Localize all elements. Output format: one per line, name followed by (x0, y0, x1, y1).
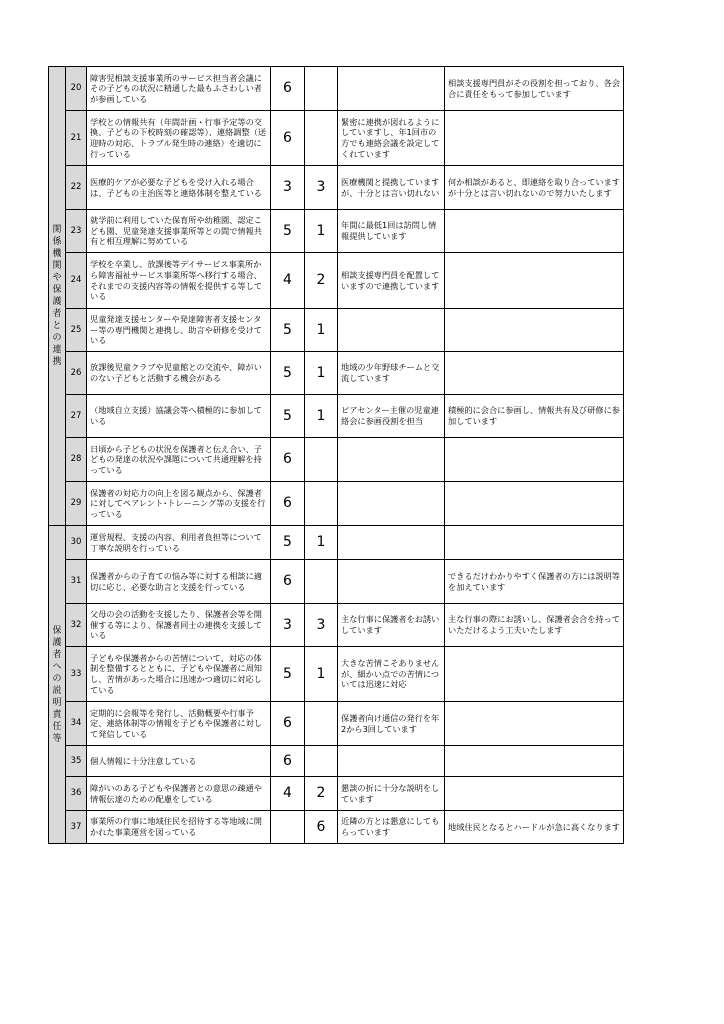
table-row (49, 702, 624, 746)
yes-count: 6 (271, 111, 305, 166)
item-text: 保護者の対応力の向上を図る観点から、保護者に対してペアレント･トレーニング等の支援を行っている (87, 482, 271, 526)
yes-count: 3 (271, 604, 305, 647)
staff-comment: 地域住民となるとハードルが急に高くなります (445, 811, 624, 844)
item-number: 21 (66, 111, 87, 166)
table-row (49, 438, 624, 482)
yes-count: 5 (271, 647, 305, 702)
item-number: 28 (66, 438, 87, 482)
table-row (49, 777, 624, 811)
item-text: 学校を卒業し、放課後等デイサービス事業所から障害福祉サービス事業所等へ移行する場合、それまでの支援内容等の情報を提供する等している (87, 253, 271, 309)
staff-comment: 積極的に会合に参画し、情報共有及び研修に参加しています (445, 395, 624, 438)
improvement-note: 緊密に連携が図れるようにしていますし、年1回市の方でも連絡会議を設定してくれています (338, 111, 445, 166)
item-number: 25 (66, 309, 87, 352)
evaluation-table (48, 66, 624, 844)
staff-comment: できるだけわかりやすく保護者の方には説明等を加えています (445, 560, 624, 604)
improvement-note: 懇談の折に十分な説明をしています (338, 777, 445, 811)
category-cell (49, 67, 66, 526)
item-number: 29 (66, 482, 87, 526)
yes-count: 6 (271, 482, 305, 526)
yes-count: 5 (271, 395, 305, 438)
no-count (305, 67, 338, 111)
item-number: 36 (66, 777, 87, 811)
table-row (49, 746, 624, 777)
no-count: 1 (305, 210, 338, 253)
staff-comment: 相談支援専門員がその役割を担っており、各会合に責任をもって参加しています (445, 67, 624, 111)
item-number: 20 (66, 67, 87, 111)
item-number: 24 (66, 253, 87, 309)
item-number: 35 (66, 746, 87, 777)
item-number: 33 (66, 647, 87, 702)
no-count: 1 (305, 395, 338, 438)
staff-comment: 何か相談があると、即連絡を取り合っていますが十分とは言い切れないので努力いたします (445, 166, 624, 210)
item-text: 放課後児童クラブや児童館との交流や、障がいのない子どもと活動する機会がある (87, 352, 271, 395)
staff-comment (445, 746, 624, 777)
table-row (49, 560, 624, 604)
staff-comment (445, 702, 624, 746)
item-number: 31 (66, 560, 87, 604)
yes-count: 5 (271, 309, 305, 352)
no-count: 3 (305, 604, 338, 647)
table-row (49, 395, 624, 438)
no-count: 1 (305, 647, 338, 702)
improvement-note: 主な行事に保護者をお誘いしています (338, 604, 445, 647)
staff-comment (445, 309, 624, 352)
table-row (49, 604, 624, 647)
item-text: （地域自立支援）協議会等へ積極的に参加している (87, 395, 271, 438)
improvement-note: 医療機関と提携していますが、十分とは言い切れない (338, 166, 445, 210)
yes-count: 5 (271, 210, 305, 253)
item-text: 障害児相談支援事業所のサービス担当者会議にその子どもの状況に精通した最もふさわしい者が参画している (87, 67, 271, 111)
item-text: 運営規程、支援の内容、利用者負担等について丁寧な説明を行っている (87, 526, 271, 560)
table-row (49, 482, 624, 526)
improvement-note (338, 67, 445, 111)
no-count: 1 (305, 352, 338, 395)
improvement-note: 相談支援専門員を配置していますので連携しています (338, 253, 445, 309)
item-text: 学校との情報共有（年間計画・行事予定等の交換、子どもの下校時刻の確認等）、連絡調整（送迎時の対応、トラブル発生時の連絡）を適切に行っている (87, 111, 271, 166)
evaluation-table-body (49, 67, 624, 844)
staff-comment (445, 111, 624, 166)
staff-comment: 主な行事の際にお誘いし、保護者会合を持っていただけるよう工夫いたします (445, 604, 624, 647)
category-label: 保護者への説明責任等 (52, 625, 62, 744)
improvement-note: ピアセンター主催の児童連絡会に参画役割を担当 (338, 395, 445, 438)
item-text: 定期的に会報等を発行し、活動概要や行事予定、連絡体制等の情報を子どもや保護者に対して発信している (87, 702, 271, 746)
improvement-note (338, 482, 445, 526)
table-row (49, 647, 624, 702)
table-row (49, 166, 624, 210)
staff-comment (445, 526, 624, 560)
item-number: 27 (66, 395, 87, 438)
yes-count: 4 (271, 777, 305, 811)
table-row (49, 253, 624, 309)
yes-count: 6 (271, 67, 305, 111)
improvement-note: 年間に最低1回は訪問し情報提供しています (338, 210, 445, 253)
improvement-note (338, 309, 445, 352)
table-row (49, 111, 624, 166)
improvement-note: 保護者向け通信の発行を年2から3回しています (338, 702, 445, 746)
improvement-note (338, 560, 445, 604)
table-row (49, 67, 624, 111)
improvement-note: 大きな苦情こそありませんが、細かい点での苦情については迅速に対応 (338, 647, 445, 702)
no-count: 1 (305, 309, 338, 352)
yes-count (271, 811, 305, 844)
item-number: 30 (66, 526, 87, 560)
staff-comment (445, 352, 624, 395)
no-count (305, 482, 338, 526)
category-cell (49, 526, 66, 844)
yes-count: 6 (271, 746, 305, 777)
staff-comment (445, 253, 624, 309)
no-count (305, 702, 338, 746)
item-number: 26 (66, 352, 87, 395)
yes-count: 5 (271, 526, 305, 560)
item-text: 医療的ケアが必要な子どもを受け入れる場合は、子どもの主治医等と連絡体制を整えている (87, 166, 271, 210)
no-count: 3 (305, 166, 338, 210)
staff-comment (445, 777, 624, 811)
improvement-note (338, 526, 445, 560)
item-number: 22 (66, 166, 87, 210)
item-text: 保護者からの子育ての悩み等に対する相談に適切に応じ、必要な助言と支援を行っている (87, 560, 271, 604)
improvement-note (338, 746, 445, 777)
item-text: 父母の会の活動を支援したり、保護者会等を開催する等により、保護者同士の連携を支援している (87, 604, 271, 647)
staff-comment (445, 647, 624, 702)
item-text: 子どもや保護者からの苦情について、対応の体制を整備するとともに、子どもや保護者に周知し、苦情があった場合に迅速かつ適切に対応している (87, 647, 271, 702)
yes-count: 6 (271, 438, 305, 482)
item-text: 個人情報に十分注意している (87, 746, 271, 777)
yes-count: 3 (271, 166, 305, 210)
table-row (49, 210, 624, 253)
yes-count: 6 (271, 702, 305, 746)
item-number: 23 (66, 210, 87, 253)
item-number: 32 (66, 604, 87, 647)
category-label: 関係機関や保護者との連携 (52, 225, 62, 367)
no-count (305, 746, 338, 777)
yes-count: 4 (271, 253, 305, 309)
no-count: 6 (305, 811, 338, 844)
item-text: 日頃から子どもの状況を保護者と伝え合い、子どもの発達の状況や課題について共通理解を持っている (87, 438, 271, 482)
staff-comment (445, 210, 624, 253)
improvement-note (338, 438, 445, 482)
item-number: 37 (66, 811, 87, 844)
improvement-note: 近隣の方とは懇意にしてもらっています (338, 811, 445, 844)
no-count (305, 111, 338, 166)
no-count: 1 (305, 526, 338, 560)
staff-comment (445, 482, 624, 526)
yes-count: 6 (271, 560, 305, 604)
table-row (49, 309, 624, 352)
table-row (49, 352, 624, 395)
item-text: 就学前に利用していた保育所や幼稚園、認定こども園、児童発達支援事業所等との間で情報共有と相互理解に努めている (87, 210, 271, 253)
item-number: 34 (66, 702, 87, 746)
table-row (49, 526, 624, 560)
no-count (305, 438, 338, 482)
yes-count: 5 (271, 352, 305, 395)
item-text: 事業所の行事に地域住民を招待する等地域に開かれた事業運営を図っている (87, 811, 271, 844)
no-count: 2 (305, 777, 338, 811)
table-row (49, 811, 624, 844)
no-count (305, 560, 338, 604)
item-text: 障がいのある子どもや保護者との意思の疎通や情報伝達のための配慮をしている (87, 777, 271, 811)
improvement-note: 地域の少年野球チームと交流しています (338, 352, 445, 395)
no-count: 2 (305, 253, 338, 309)
item-text: 児童発達支援センターや発達障害者支援センター等の専門機関と連携し、助言や研修を受けている (87, 309, 271, 352)
staff-comment (445, 438, 624, 482)
